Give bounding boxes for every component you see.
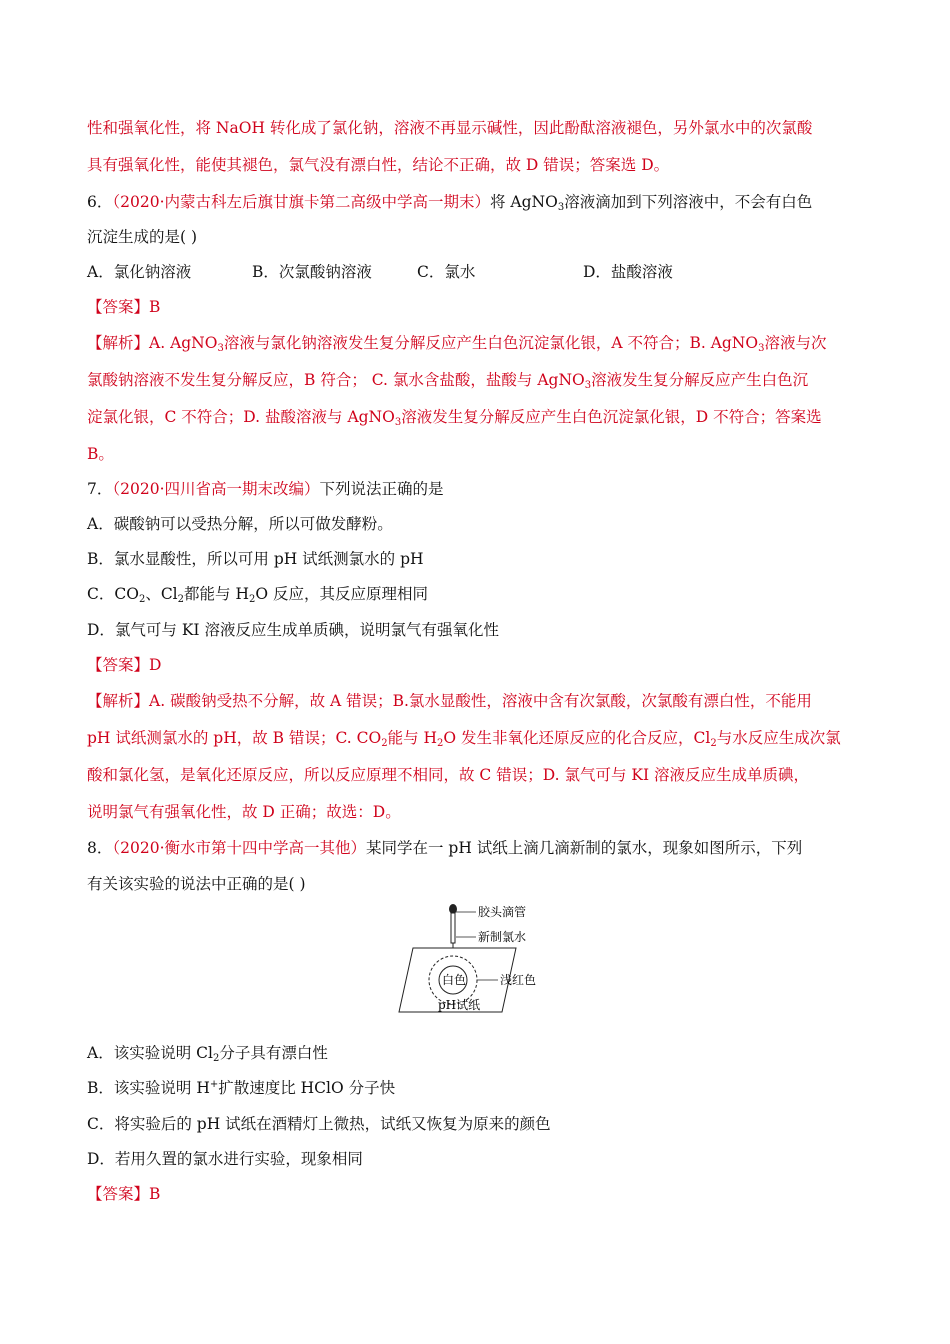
q8-option-b: B．该实验说明 H+扩散速度比 HClO 分子快 [87, 1079, 396, 1097]
q6-option-d: D．盐酸溶液 [583, 263, 673, 281]
q6-option-b: B．次氯酸钠溶液 [252, 263, 372, 281]
q6-analysis-line-3: 淀氯化银，C 不符合；D. 盐酸溶液与 AgNO$_3$溶液发生复分解反应产生白色沉淀氯化银，D 不符合；答案选 [87, 408, 822, 428]
q7-option-b: B．氯水显酸性，所以可用 pH 试纸测氯水的 pH [87, 550, 424, 568]
q7-option-a: A．碳酸钠可以受热分解，所以可做发酵粉。 [87, 515, 393, 533]
ph-paper-figure [398, 902, 568, 1018]
white-label: 白色 [442, 973, 467, 987]
q8-source: （2020·衡水市第十四中学高一其他） [112, 839, 366, 857]
q6-analysis-line-2: 氯酸钠溶液不发生复分解反应，B 符合； C. 氯水含盐酸，盐酸与 AgNO$_3$溶液发生复分解反应产生白色沉 [87, 371, 809, 391]
q7-analysis-line-3: 酸和氯化氢，是氧化还原反应，所以反应原理不相同，故 C 错误；D. 氯气可与 KI 溶液反应生成单质碘， [87, 766, 810, 784]
q6-analysis-line-4: B。 [87, 445, 114, 463]
q7-option-d: D．氯气可与 KI 溶液反应生成单质碘，说明氯气有强氧化性 [87, 621, 499, 639]
q8-stem-line-2: 有关该实验的说法中正确的是( ) [87, 875, 306, 893]
q7-option-c: C．$CO_2$、$Cl_2$都能与 $H_2O$ 反应，其反应原理相同 [87, 585, 428, 605]
dropper-tube [451, 913, 455, 943]
q6-number: 6． [87, 193, 113, 211]
q6-option-a: A．氯化钠溶液 [87, 263, 192, 281]
light-red-label: 浅红色 [500, 973, 537, 987]
q6-answer: 【答案】B [87, 298, 161, 316]
q8-option-a: A．该实验说明 $Cl_2$分子具有漂白性 [87, 1044, 328, 1064]
q8-answer: 【答案】B [87, 1185, 161, 1203]
prev-analysis-line-1: 性和强氧化性，将 NaOH 转化成了氯化钠，溶液不再显示碱性，因此酚酞溶液褪色，另外氯水中的次氯酸 [87, 119, 813, 137]
q6-stem-line-2: 沉淀生成的是( ) [87, 228, 198, 246]
q7-analysis-line-2: pH 试纸测氯水的 pH，故 B 错误；C. $CO_2$能与 $H_2O$ 发生非氧化还原反应的化合反应，$Cl_2$与水反应生成次氯 [87, 729, 841, 749]
q7-stem: 7．（2020·四川省高一期末改编）下列说法正确的是 [87, 480, 444, 498]
q6-option-c: C．氯水 [417, 263, 476, 281]
q7-answer: 【答案】D [87, 656, 162, 674]
prev-analysis-line-2: 具有强氧化性，能使其褪色，氯气没有漂白性，结论不正确，故 D 错误；答案选 D。 [87, 156, 670, 174]
q8-option-c: C．将实验后的 pH 试纸在酒精灯上微热，试纸又恢复为原来的颜色 [87, 1115, 551, 1133]
chlorine-water-label: 新制氯水 [478, 930, 527, 944]
q6-source: （2020·内蒙古科左后旗甘旗卡第二高级中学高一期末） [112, 193, 490, 211]
q6-stem-line-1: 6．（2020·内蒙古科左后旗甘旗卡第二高级中学高一期末）将 AgNO$_3$溶液滴加到下列溶液中，不会有白色 [87, 193, 813, 213]
q8-option-d: D．若用久置的氯水进行实验，现象相同 [87, 1150, 363, 1168]
q6-analysis-line-1: 【解析】A. AgNO$_3$溶液与氯化钠溶液发生复分解反应产生白色沉淀氯化银，A 不符合；B. AgNO$_3$溶液与次 [87, 334, 827, 354]
dropper-label: 胶头滴管 [478, 905, 527, 919]
q7-source: （2020·四川省高一期末改编） [112, 480, 320, 498]
q7-analysis-line-1: 【解析】A. 碳酸钠受热不分解，故 A 错误；B.氯水显酸性，溶液中含有次氯酸，次氯酸有漂白性，不能用 [87, 692, 812, 710]
ph-paper-label: pH试纸 [438, 998, 481, 1012]
q7-analysis-line-4: 说明氯气有强氧化性，故 D 正确；故选：D。 [87, 803, 401, 821]
q8-stem-line-1: 8．（2020·衡水市第十四中学高一其他）某同学在一 pH 试纸上滴几滴新制的氯水，现象如图所示，下列 [87, 839, 803, 857]
